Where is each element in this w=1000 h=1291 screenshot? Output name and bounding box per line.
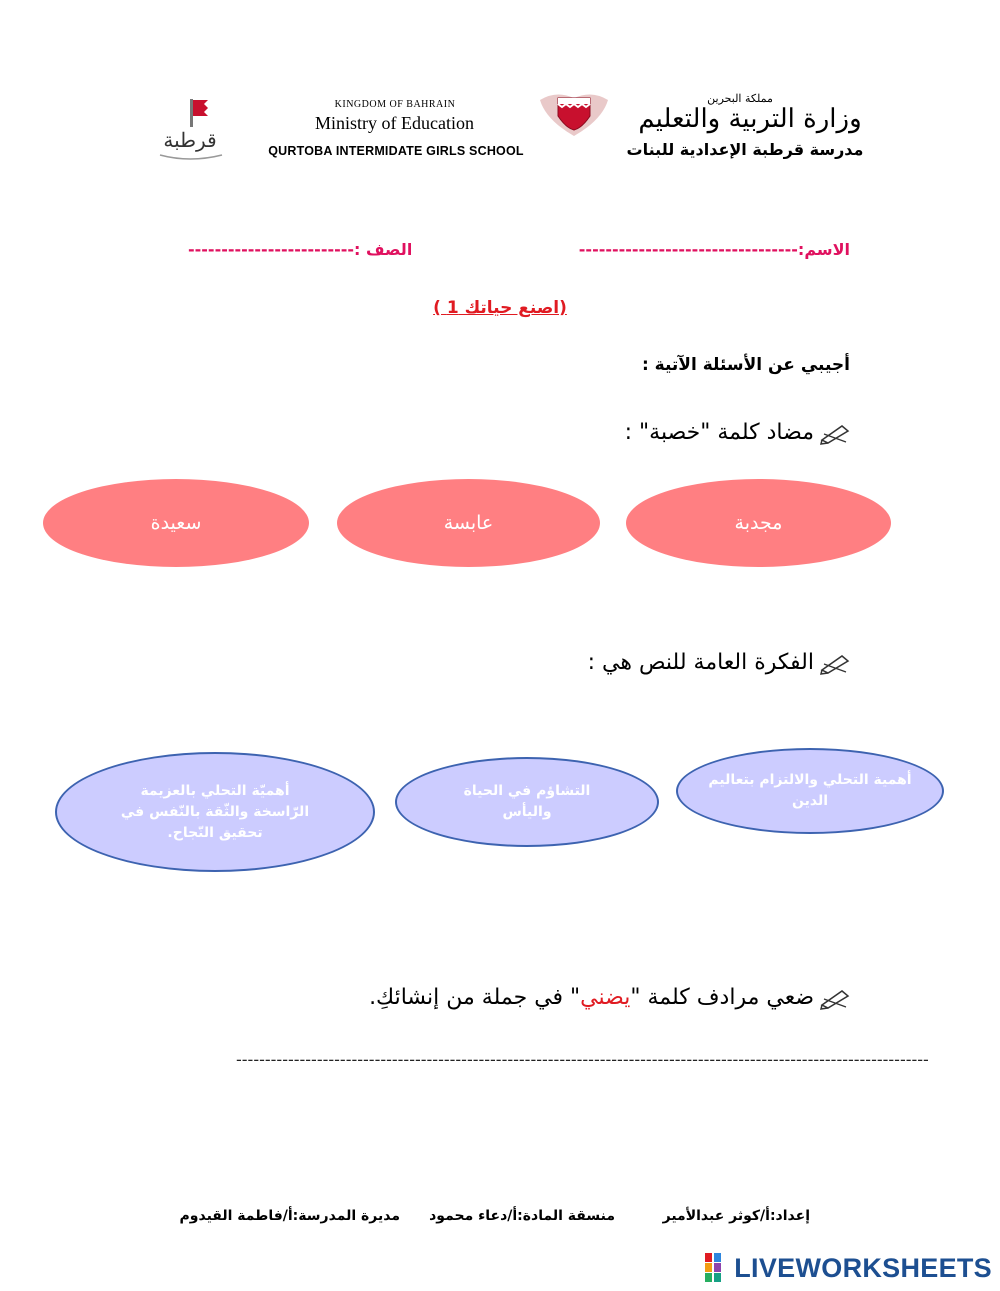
brand-text: LIVEWORKSHEETS bbox=[734, 1252, 992, 1283]
ministry-en: Ministry of Education bbox=[315, 113, 474, 133]
question-3 bbox=[369, 985, 850, 1010]
footer-prepared: إعداد:أ/كوثر عبدالأمير bbox=[662, 1208, 810, 1224]
school-name-en: QURTOBA INTERMIDATE GIRLS SCHOOL bbox=[268, 144, 524, 158]
option-label: أهميّة التحلي بالعزيمة الرّاسخة والثّقة بالنّفس في تحقيق النّجاح. bbox=[120, 782, 310, 841]
ministry-ar: وزارة التربية والتعليم bbox=[638, 104, 862, 134]
logo-text: قرطبة bbox=[163, 128, 217, 152]
option-1-2[interactable] bbox=[337, 479, 600, 567]
pencil-icon bbox=[820, 987, 850, 1009]
instruction: أجيبي عن الأسئلة الآتية : bbox=[641, 355, 850, 375]
liveworksheets-brand[interactable] bbox=[704, 1252, 992, 1284]
option-2-2[interactable] bbox=[395, 757, 659, 847]
option-2-3[interactable] bbox=[55, 752, 375, 872]
school-name-ar: مدرسة قرطبة الإعدادية للبنات bbox=[626, 140, 864, 159]
option-2-1[interactable] bbox=[676, 748, 944, 834]
question-3-text bbox=[369, 985, 814, 1010]
question-3-suffix: " في جملة من إنشائكِ. bbox=[369, 985, 581, 1010]
answer-line[interactable]: ------------------------------------------------------------------------------------------------------------------------ bbox=[236, 1050, 929, 1069]
question-3-word: يضني bbox=[580, 985, 631, 1010]
question-1 bbox=[625, 420, 850, 445]
option-label: أهمية التحلي والالتزام بتعاليم الدين bbox=[708, 772, 912, 809]
question-1-text: مضاد كلمة "خصبة" : bbox=[624, 420, 814, 445]
option-1-3[interactable] bbox=[43, 479, 309, 567]
question-3-prefix: ضعي مرادف كلمة " bbox=[630, 985, 814, 1010]
liveworksheets-logo-icon bbox=[704, 1252, 730, 1284]
kingdom-en: KINGDOM OF BAHRAIN bbox=[334, 99, 456, 110]
option-label: عابسة bbox=[443, 512, 494, 534]
option-label: التشاؤم في الحياة واليأس bbox=[463, 783, 591, 820]
option-1-1[interactable] bbox=[626, 479, 891, 567]
question-2-text: الفكرة العامة للنص هي : bbox=[587, 650, 814, 675]
footer-coordinator: منسقة المادة:أ/دعاء محمود bbox=[429, 1208, 615, 1224]
worksheet-title: (اصنع حياتك 1 ) bbox=[433, 298, 567, 318]
class-field[interactable]: الصف :------------------------- bbox=[188, 240, 413, 259]
footer-principal: مديرة المدرسة:أ/فاطمة القيدوم bbox=[179, 1208, 400, 1224]
option-label: مجدبة bbox=[734, 512, 783, 534]
pencil-icon bbox=[820, 652, 850, 674]
kingdom-ar: مملكة البحرين bbox=[707, 92, 773, 105]
pencil-icon bbox=[820, 422, 850, 444]
option-label: سعيدة bbox=[150, 512, 202, 534]
bahrain-emblem-icon bbox=[536, 90, 612, 138]
name-field[interactable]: الاسم:--------------------------------- bbox=[578, 240, 850, 259]
school-logo bbox=[152, 95, 230, 163]
question-2 bbox=[588, 650, 850, 675]
